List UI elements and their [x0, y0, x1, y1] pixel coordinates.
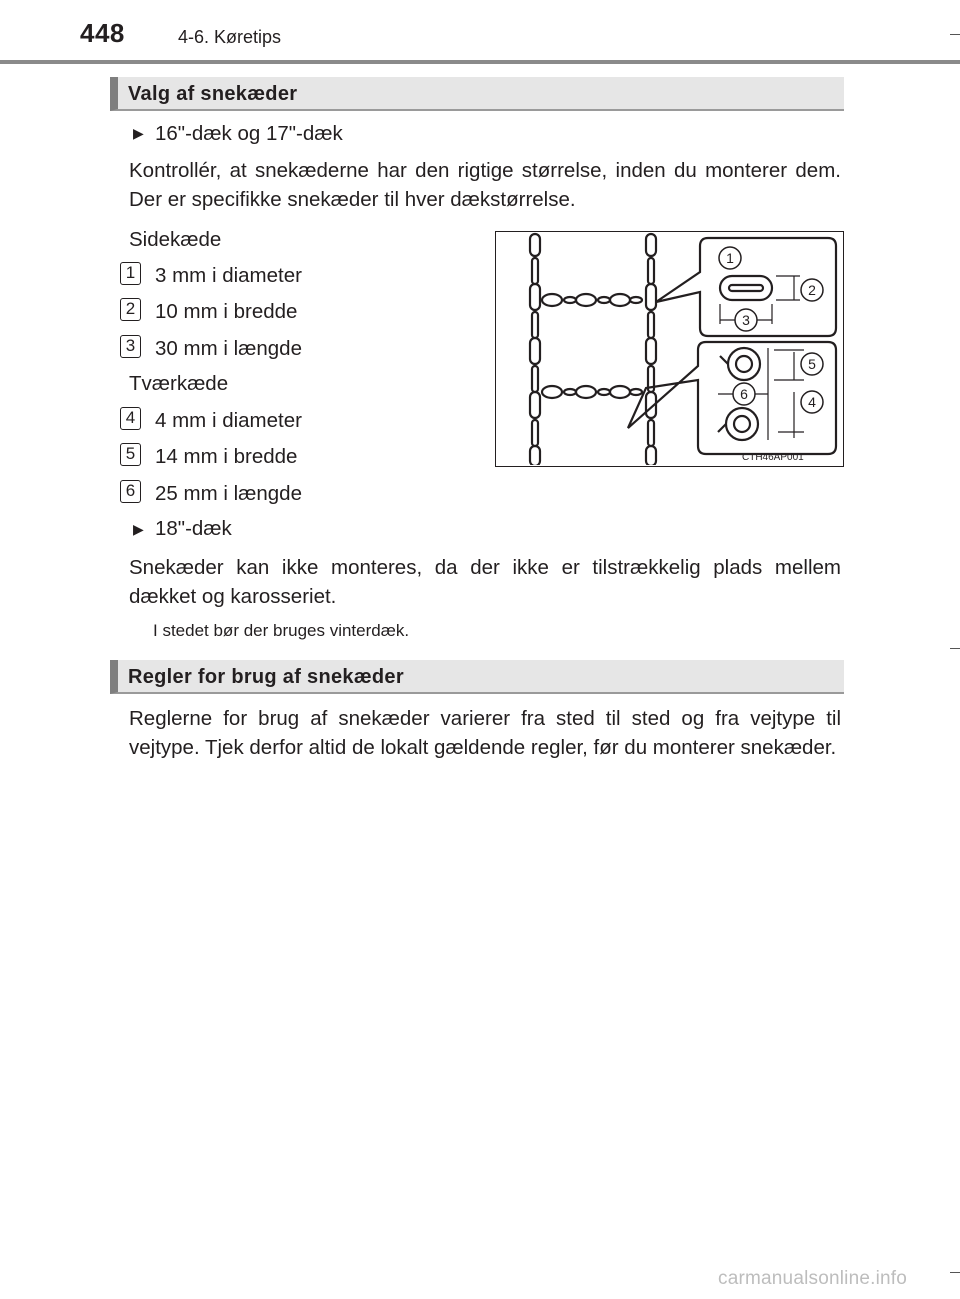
watermark: carmanualsonline.info [718, 1268, 908, 1289]
spec-text: 3 mm i diameter [155, 264, 302, 287]
header-rule [0, 60, 960, 64]
spec-text: 4 mm i diameter [155, 409, 302, 432]
section-title: Valg af snekæder [128, 83, 298, 105]
side-chain-label: Sidekæde [129, 228, 222, 251]
figure-callout: 4 [808, 394, 816, 410]
number-badge: 5 [120, 443, 141, 466]
spec-text: 14 mm i bredde [155, 445, 298, 468]
figure-callout: 2 [808, 282, 816, 298]
snow-chain-illustration [496, 232, 842, 465]
crop-mark [950, 1272, 960, 1273]
number-badge: 6 [120, 480, 141, 503]
bullet-text: 16"-dæk og 17"-dæk [155, 122, 343, 145]
figure-callout: 5 [808, 356, 816, 372]
number-badge: 4 [120, 407, 141, 430]
triangle-right-icon: ▶ [133, 125, 144, 141]
crop-mark [950, 34, 960, 35]
figure-callout: 3 [742, 312, 750, 328]
rules-paragraph: Reglerne for brug af snekæder varierer fra sted til sted og fra vejtype til vejtype. Tjek derfor altid de lokalt gældende regler, før du monterer snekæder. [129, 707, 841, 759]
number-badge: 1 [120, 262, 141, 285]
bullet-text: 18"-dæk [155, 517, 232, 540]
section-title: Regler for brug af snekæder [128, 666, 404, 688]
number-badge: 3 [120, 335, 141, 358]
chapter-title: 4-6. Køretips [178, 27, 282, 47]
figure-callout: 6 [740, 386, 748, 402]
spec-text: 25 mm i længde [155, 482, 302, 505]
figure-code: CTH46AP001 [742, 452, 804, 463]
cross-chain-label: Tværkæde [129, 372, 229, 395]
snow-chain-figure [495, 231, 844, 467]
page-number: 448 [80, 18, 125, 48]
number-badge: 2 [120, 298, 141, 321]
note-text: I stedet bør der bruges vinterdæk. [153, 621, 410, 640]
figure-callout: 1 [726, 250, 734, 266]
intro-paragraph: Kontrollér, at snekæderne har den rigtige størrelse, inden du monterer dem. Der er specifikke snekæder til hver dækstørrelse. [129, 159, 841, 211]
no-fit-paragraph: Snekæder kan ikke monteres, da der ikke er tilstrækkelig plads mellem dækket og karosseriet. [129, 556, 841, 608]
spec-text: 30 mm i længde [155, 337, 302, 360]
triangle-right-icon: ▶ [133, 521, 144, 537]
crop-mark [950, 648, 960, 649]
spec-text: 10 mm i bredde [155, 300, 298, 323]
